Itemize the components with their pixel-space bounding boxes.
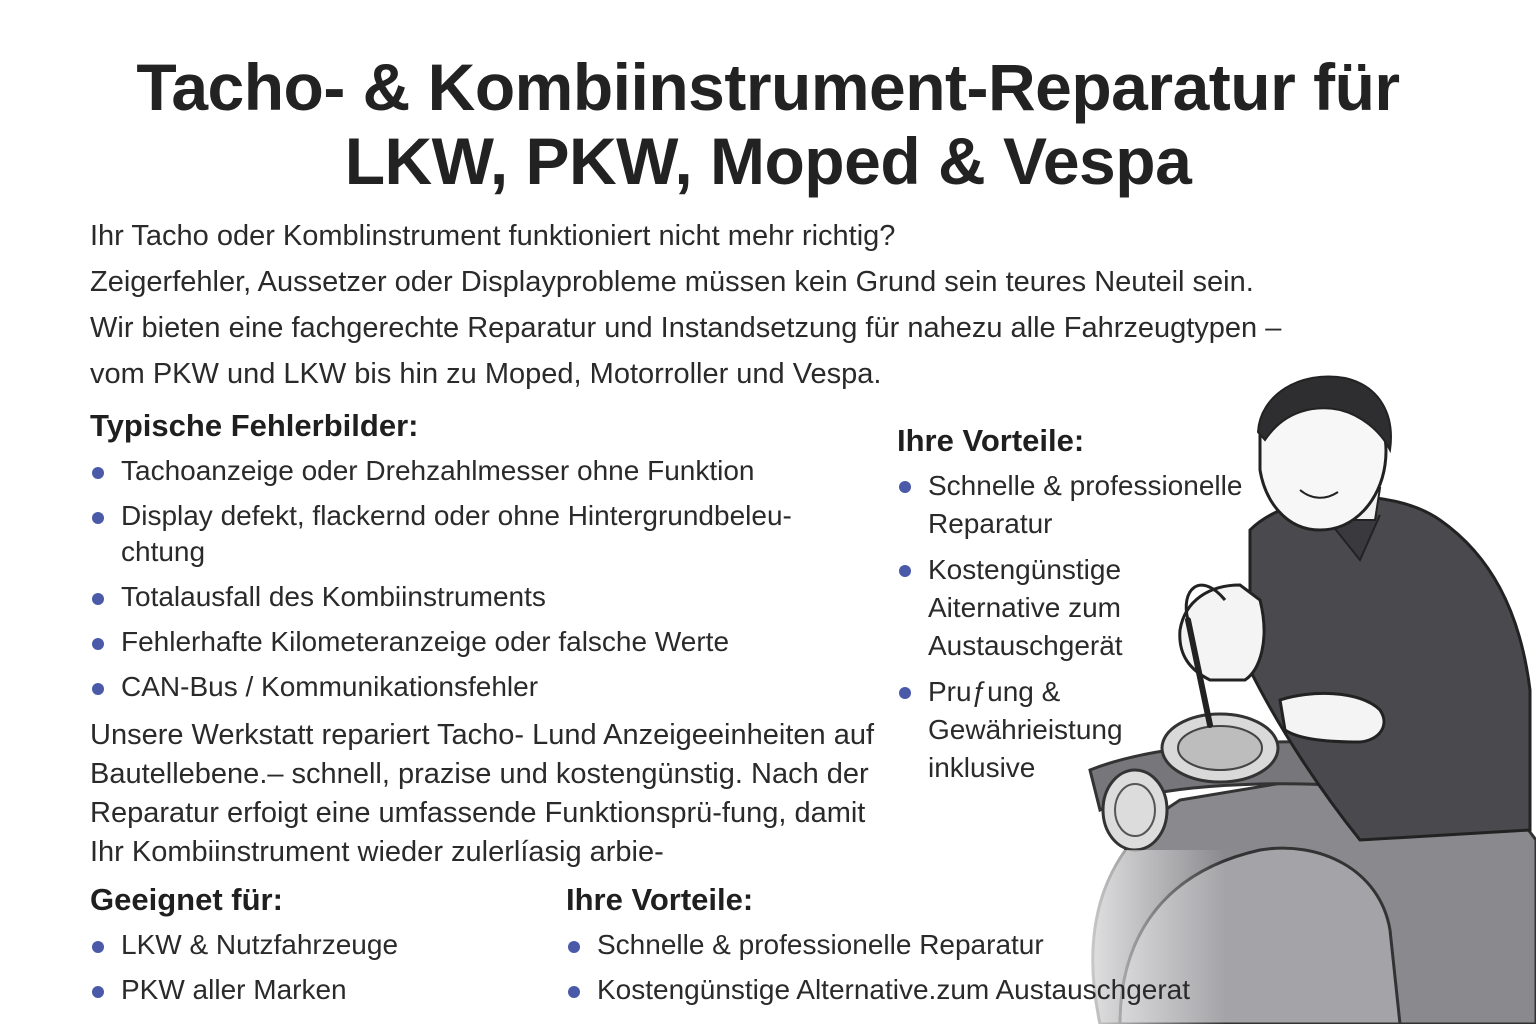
- intro-line-2: Zeigerfehler, Aussetzer oder Displayprobleme müssen kein Grund sein teures Neuteil sein.: [90, 266, 1254, 298]
- list-item: Kostengünstige Alternative.zum Austauschgerat: [566, 972, 1286, 1008]
- suited-section: [90, 882, 510, 1008]
- bottom-advantages-section: [566, 882, 1286, 1008]
- list-item: Totalausfall des Kombiinstruments: [90, 579, 850, 615]
- intro-line-4: vom PKW und LKW bis hin zu Moped, Motorroller und Vespa.: [90, 358, 882, 390]
- suited-heading: Geeignet für:: [90, 882, 283, 917]
- side-advantages-section: [897, 423, 1277, 787]
- list-item: Tachoanzeige oder Drehzahlmesser ohne Funktion: [90, 453, 850, 489]
- side-advantages-heading: Ihre Vorteile:: [897, 423, 1085, 458]
- faults-list: [90, 453, 850, 705]
- list-item: Pruƒung & Gewährieistung inklusive: [897, 673, 1158, 787]
- list-item: Display defekt, flackernd oder ohne Hintergrundbeleu-chtung: [90, 498, 850, 570]
- title-line-1: Tacho- & Kombiinstrument-Reparatur für: [136, 50, 1400, 124]
- list-item: Fehlerhafte Kilometeranzeige oder falsche Werte: [90, 624, 850, 660]
- page-title: [0, 50, 1536, 198]
- list-item: Kostengünstige Aiternative zum Austauschgerät: [897, 551, 1158, 665]
- intro-line-1: Ihr Tacho oder Komblinstrument funktioniert nicht mehr richtig?: [90, 220, 896, 252]
- workshop-description: Unsere Werkstatt repariert Tacho- Lund Anzeigeeinheiten auf Bautellebene.– schnell, prazise und kostengünstig. Nach der Reparatur erfoigt eine umfassende Funktionsprü-fung, damit Ihr Kombiinstrument wieder zulerlíasig arbie-: [90, 719, 875, 868]
- side-advantages-list: [897, 467, 1277, 787]
- list-item: PKW aller Marken: [90, 972, 510, 1008]
- faults-heading: Typische Fehlerbilder:: [90, 408, 419, 443]
- list-item: LKW & Nutzfahrzeuge: [90, 927, 510, 963]
- intro-line-3: Wir bieten eine fachgerechte Reparatur und Instandsetzung für nahezu alle Fahrzeugtypen –: [90, 312, 1282, 344]
- bottom-advantages-list: [566, 927, 1286, 1008]
- faults-section: [90, 408, 850, 705]
- title-line-2: LKW, PKW, Moped & Vespa: [344, 124, 1192, 198]
- suited-list: [90, 927, 510, 1008]
- list-item: Schnelle & professionelle Reparatur: [566, 927, 1286, 963]
- bottom-advantages-heading: Ihre Vorteile:: [566, 882, 754, 917]
- list-item: CAN-Bus / Kommunikationsfehler: [90, 669, 850, 705]
- technician-right-arm: [1280, 693, 1384, 742]
- list-item: Schnelle & professionelle Reparatur: [897, 467, 1258, 543]
